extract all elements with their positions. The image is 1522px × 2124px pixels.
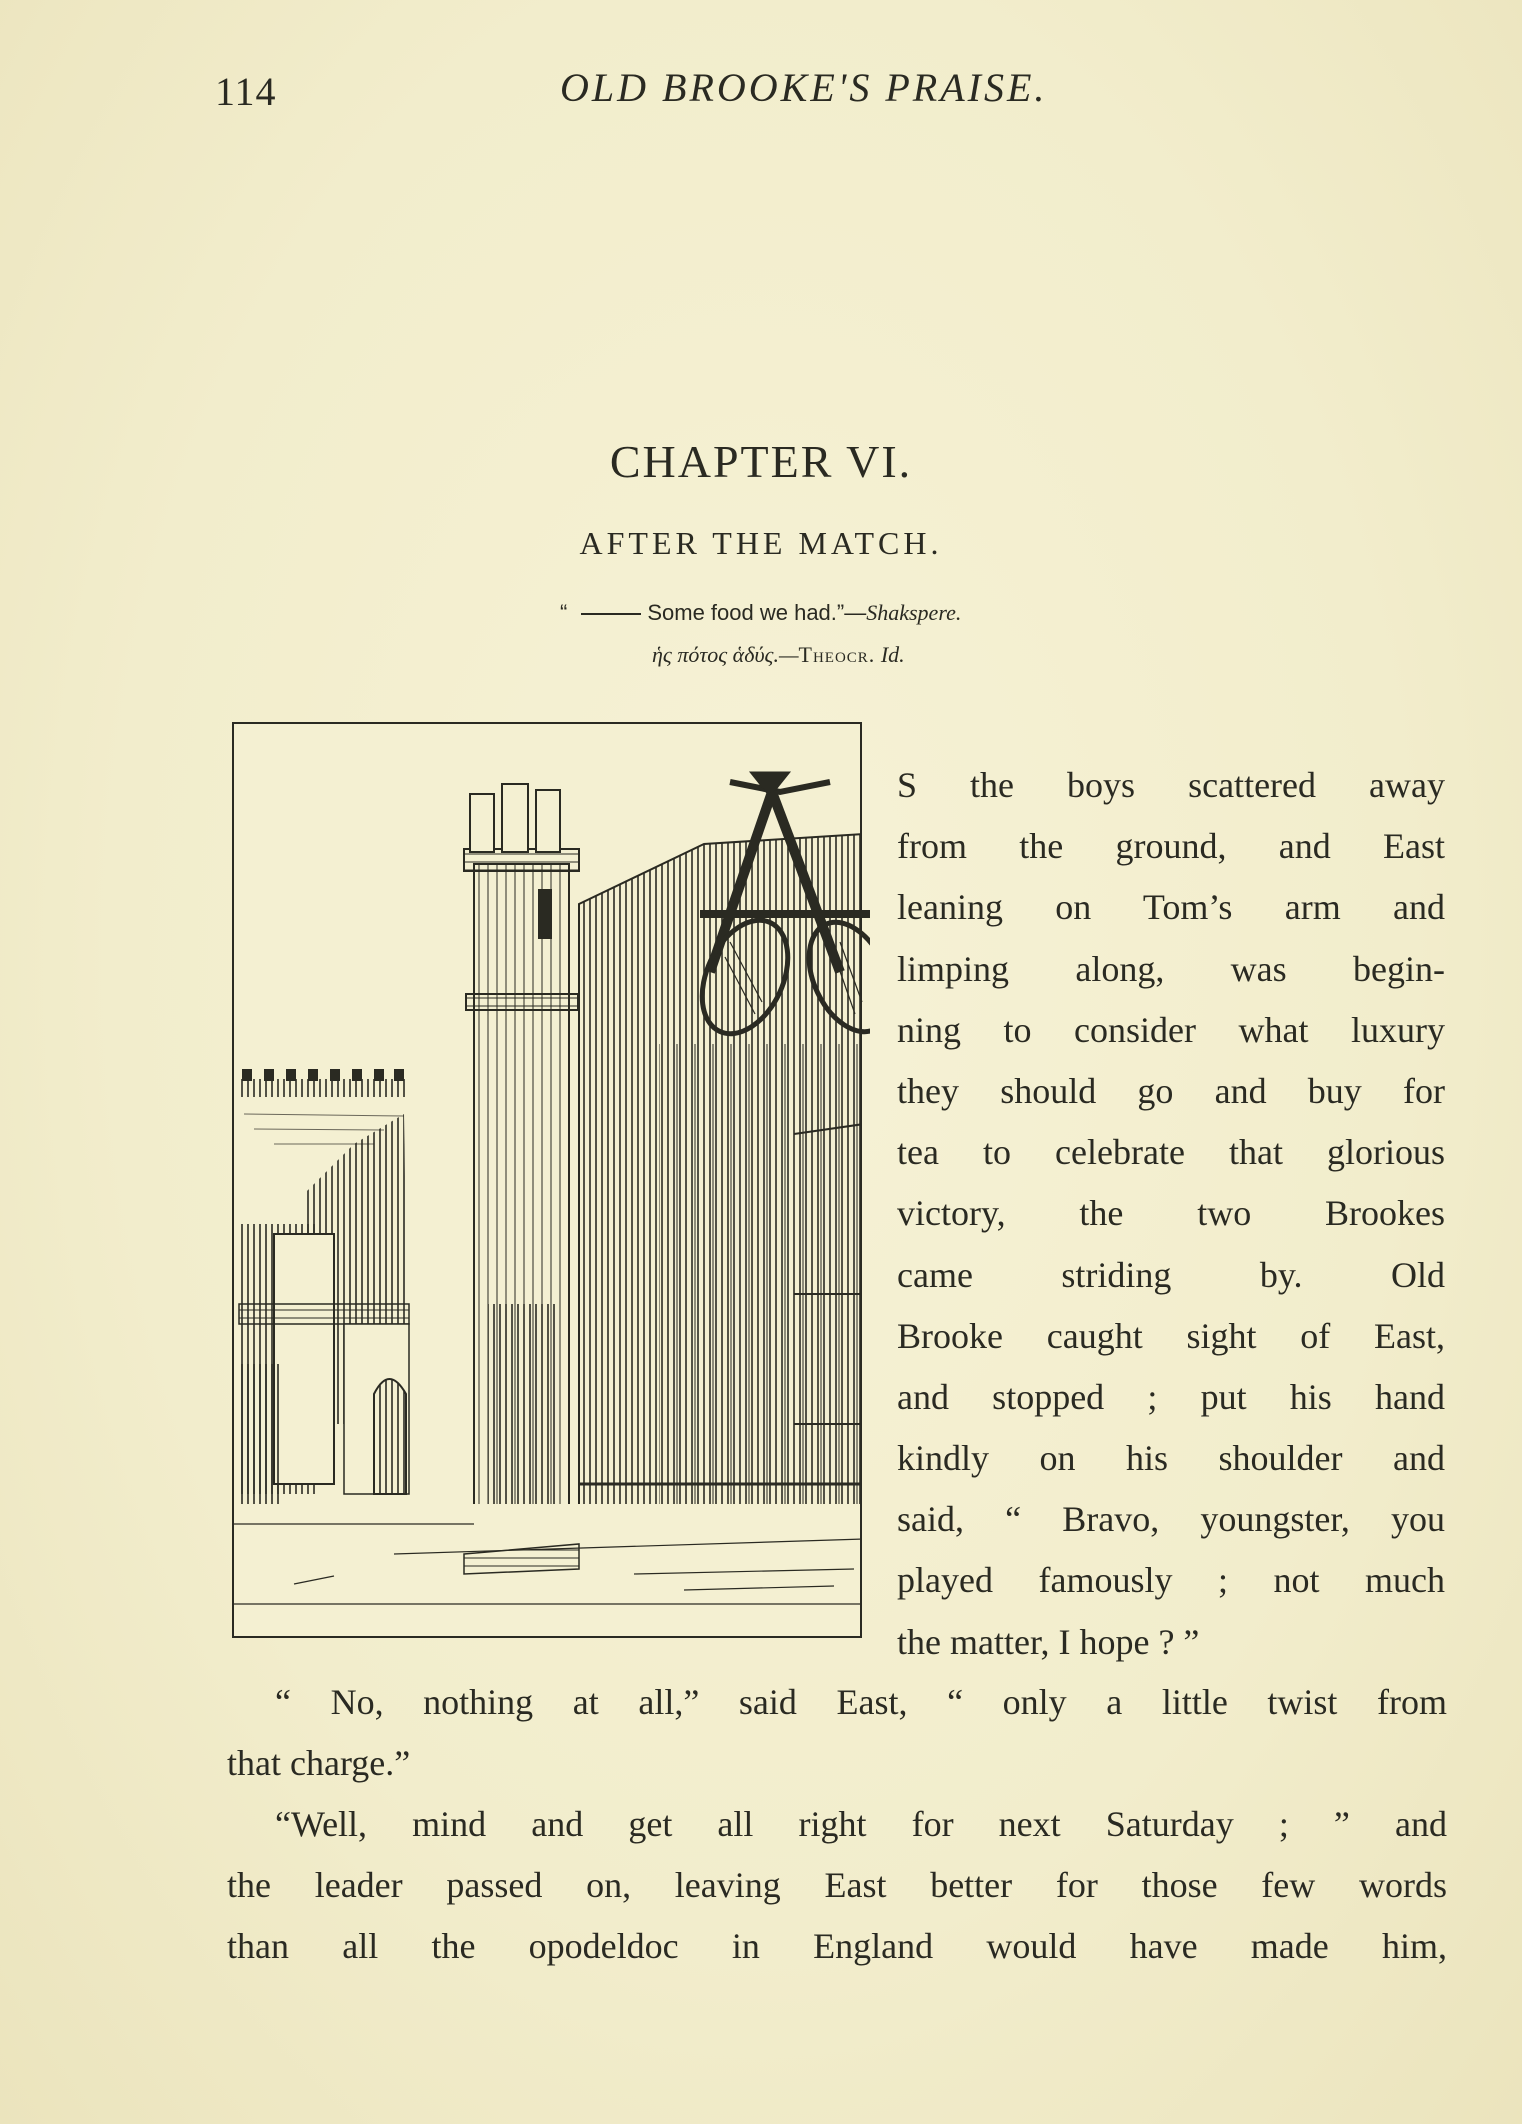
continuation-paragraphs [227, 1672, 1447, 1977]
opening-paragraph [897, 755, 1445, 1673]
epigraph-greek-text: ἡς πότος ἁδύς.— [652, 642, 799, 667]
text-line: leaning on Tom’s arm and [897, 887, 1445, 928]
chapter-title: CHAPTER VI. [609, 436, 913, 487]
text-line: played famously ; not much [897, 1560, 1445, 1601]
text-line: that charge.” [227, 1743, 411, 1783]
page-number: 114 [215, 69, 277, 114]
text-line: “Well, mind and get all right for next Saturday ; ” and [275, 1804, 1447, 1844]
text-line: limping along, was begin- [897, 948, 1445, 989]
text-line: and stopped ; put his hand [897, 1376, 1445, 1417]
text-line: the matter, I hope ? ” [897, 1621, 1200, 1662]
epigraph-attribution: Shakspere. [866, 600, 962, 625]
text-line: than all the opodeldoc in England would have made him, [227, 1926, 1447, 1966]
epigraph-theocritus [652, 642, 905, 668]
epigraph-shakespeare [560, 600, 961, 626]
text-line: kindly on his shoulder and [897, 1438, 1445, 1479]
chapter-subtitle: AFTER THE MATCH. [579, 525, 943, 561]
epigraph-author: Theocr. [798, 642, 876, 667]
epigraph-open-quote: “ [560, 600, 568, 625]
epigraph-dash [581, 613, 641, 615]
text-line: tea to celebrate that glorious [897, 1132, 1445, 1173]
text-line: said, “ Bravo, youngster, you [897, 1499, 1445, 1540]
text-line: they should go and buy for [897, 1070, 1445, 1111]
running-title: OLD BROOKE'S PRAISE. [560, 65, 1048, 110]
epigraph-quote-text: Some food we had.”— [647, 600, 867, 625]
text-line: victory, the two Brookes [897, 1193, 1445, 1234]
text-line: S the boys scattered away [897, 765, 1445, 805]
text-line: “ No, nothing at all,” said East, “ only a little twist from [275, 1682, 1447, 1722]
epigraph-work: Id. [880, 642, 905, 667]
text-line: from the ground, and East [897, 826, 1445, 867]
text-line: Brooke caught sight of East, [897, 1315, 1445, 1356]
text-line: ning to consider what luxury [897, 1009, 1445, 1050]
drop-cap-a-icon [690, 752, 870, 1052]
text-line: the leader passed on, leaving East better for those few words [227, 1865, 1447, 1905]
text-line: came striding by. Old [897, 1254, 1445, 1295]
